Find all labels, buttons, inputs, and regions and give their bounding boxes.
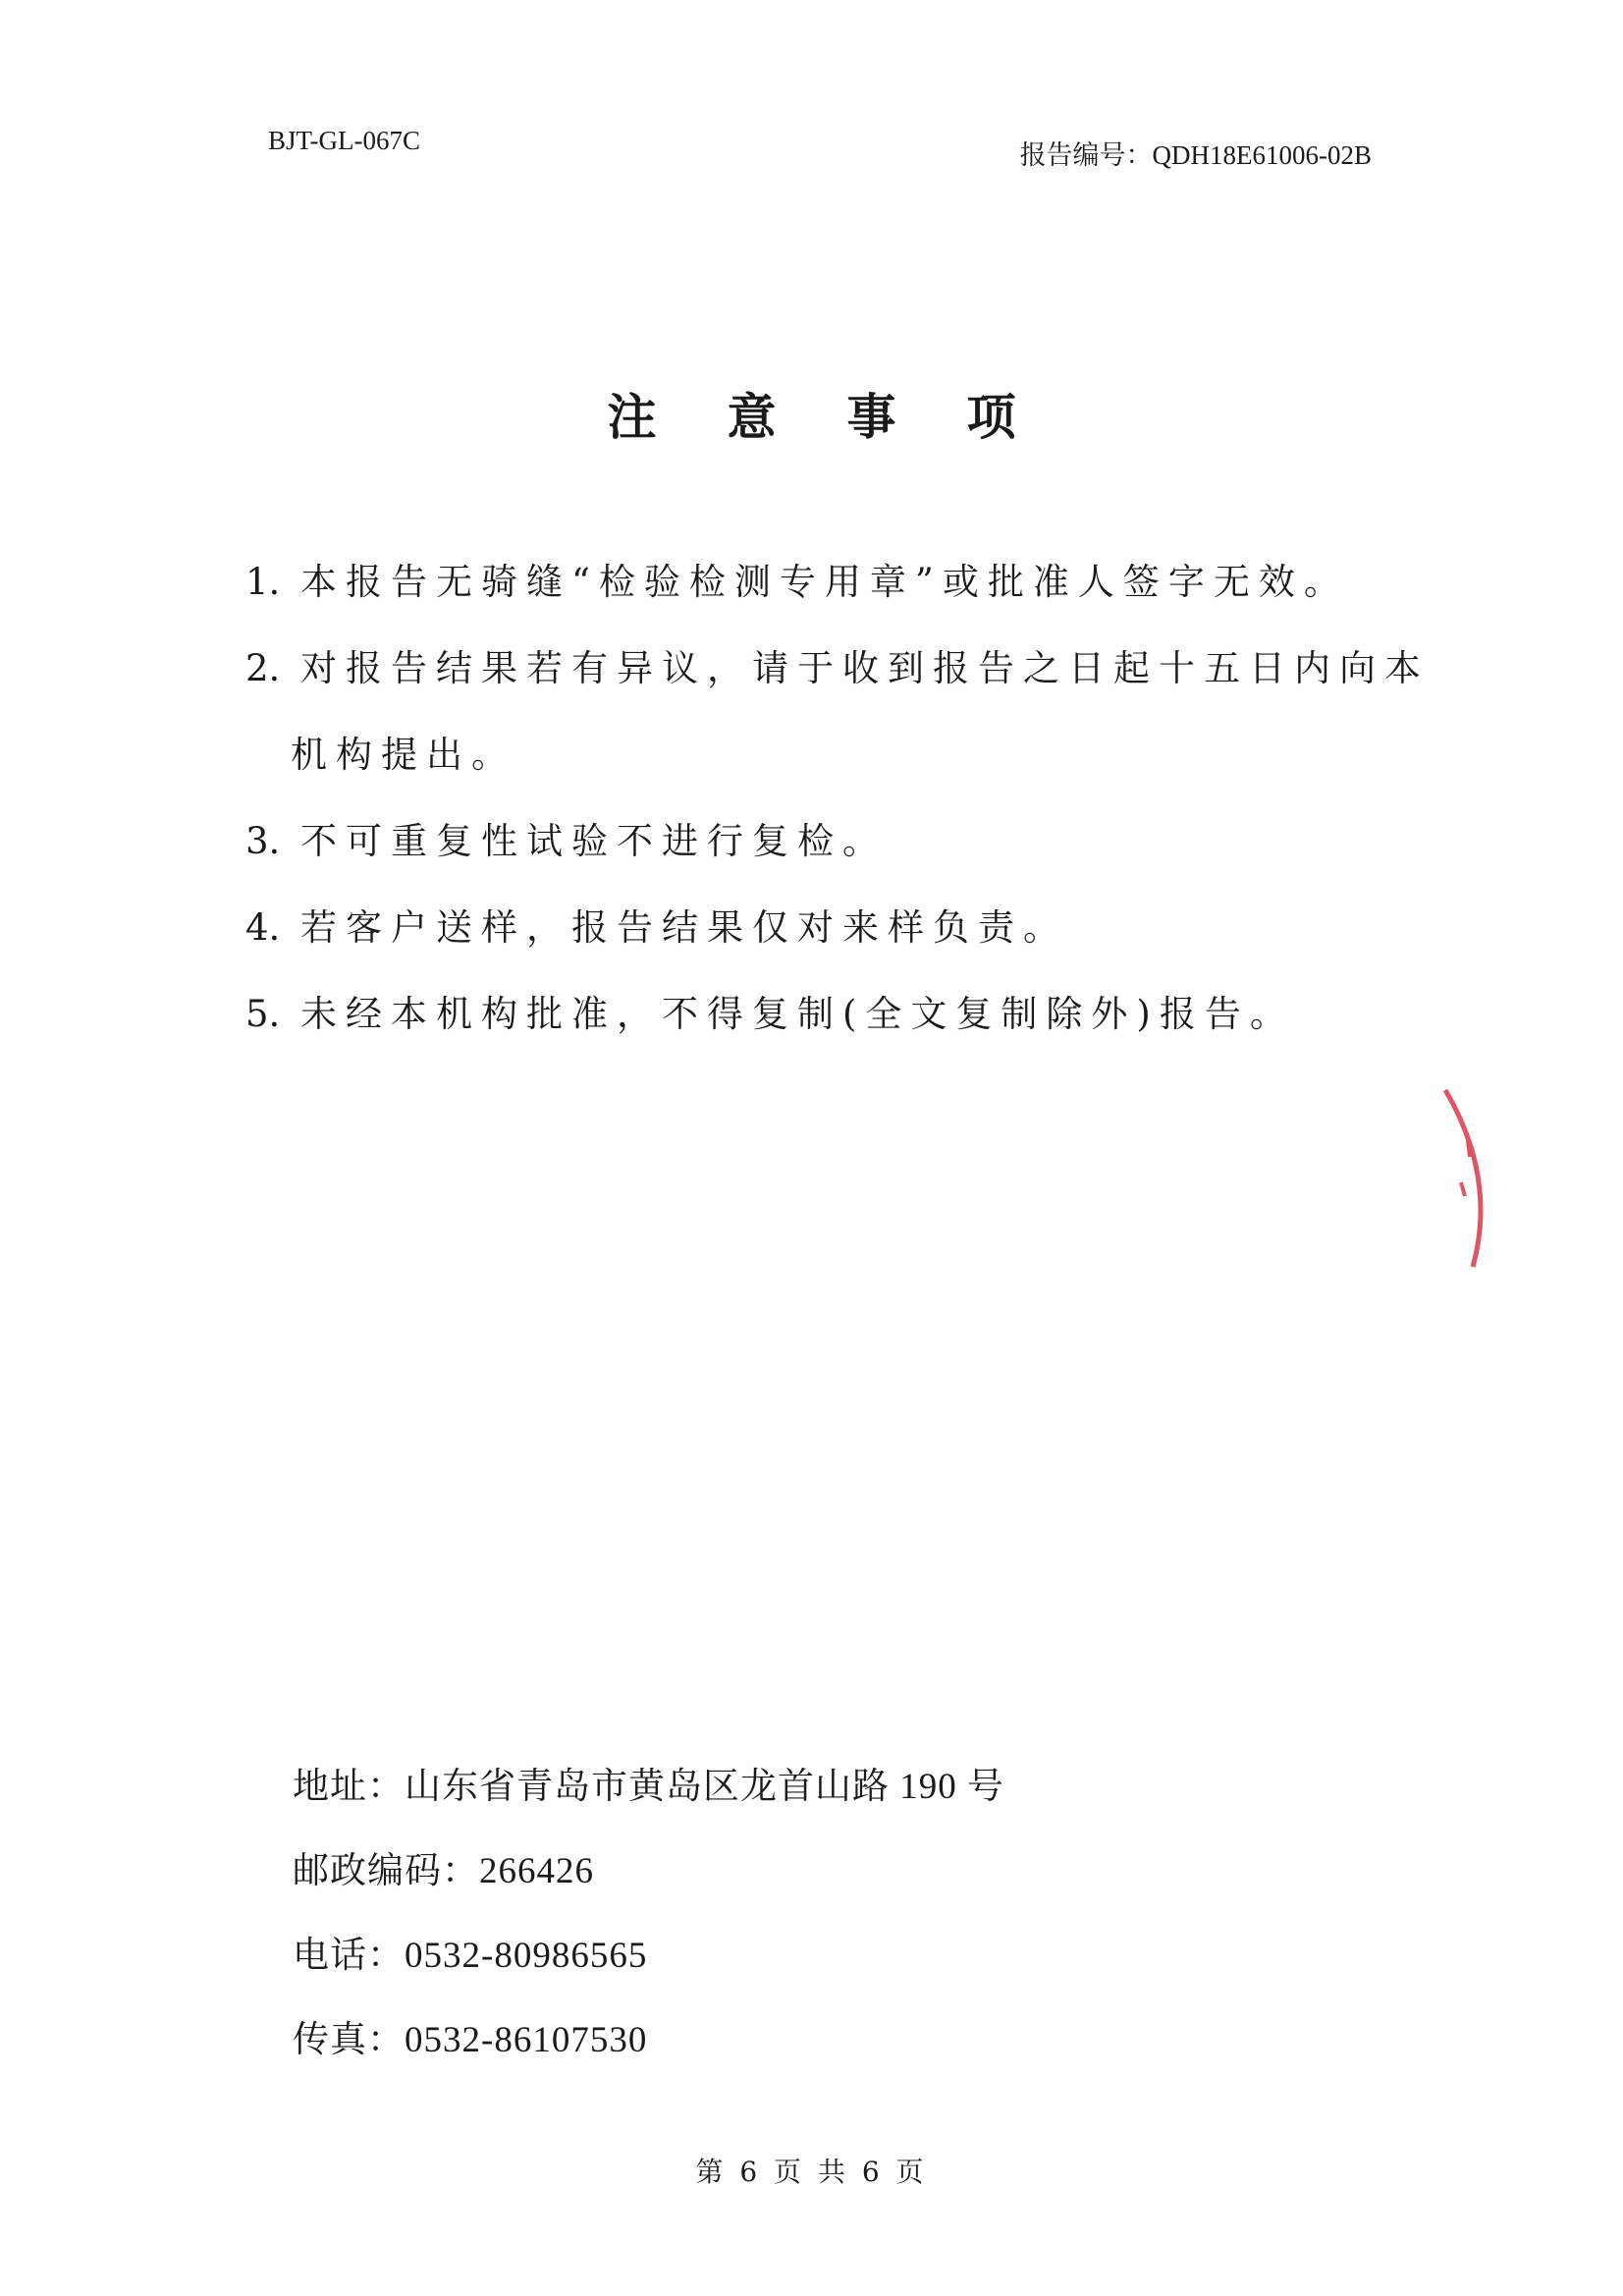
report-number-label: 报告编号：	[1019, 140, 1153, 170]
notice-text: 若客户送样，报告结果仅对来样负责。	[300, 906, 1068, 949]
postcode-label: 邮政编码：	[293, 1849, 479, 1891]
report-number-value: QDH18E61006-02B	[1152, 140, 1372, 170]
notice-text: 本报告无骑缝“检验检测专用章”或批准人签字无效。	[300, 561, 1349, 603]
notice-number: 4.	[245, 906, 281, 949]
fax-label: 传真：	[293, 2018, 405, 2060]
notice-text: 对报告结果若有异议，请于收到报告之日起十五日内向本	[300, 647, 1430, 689]
notice-item-2	[245, 638, 1430, 691]
fax-line	[293, 2009, 647, 2062]
seal-stamp-fragment	[1424, 1080, 1522, 1277]
postcode-value: 266426	[479, 1851, 594, 1891]
notice-item-5	[245, 984, 1295, 1037]
phone-value: 0532-80986565	[405, 1936, 648, 1976]
notice-item-2-continued: 机构提出。	[291, 734, 516, 776]
page-title: 注意事项	[607, 389, 1087, 446]
report-number	[1020, 134, 1373, 172]
phone-line	[293, 1925, 647, 1978]
page-number: 第 6 页 共 6 页	[695, 2156, 928, 2188]
notice-item-1	[245, 552, 1349, 605]
postcode-line	[293, 1840, 594, 1893]
address-value: 山东省青岛市黄岛区龙首山路 190 号	[405, 1767, 1004, 1807]
notice-text: 未经本机构批准，不得复制(全文复制除外)报告。	[300, 993, 1295, 1035]
address-label: 地址：	[293, 1765, 405, 1807]
fax-value: 0532-86107530	[405, 2020, 648, 2060]
phone-label: 电话：	[293, 1934, 405, 1976]
notice-text: 不可重复性试验不进行复检。	[300, 820, 888, 862]
notice-item-4	[245, 898, 1068, 951]
address-line	[293, 1756, 1004, 1809]
notice-number: 3.	[245, 820, 281, 862]
notice-item-3	[245, 811, 888, 864]
notice-number: 2.	[245, 647, 281, 689]
document-code: BJT-GL-067C	[268, 126, 421, 155]
notice-number: 1.	[245, 561, 281, 603]
notice-number: 5.	[245, 993, 281, 1035]
